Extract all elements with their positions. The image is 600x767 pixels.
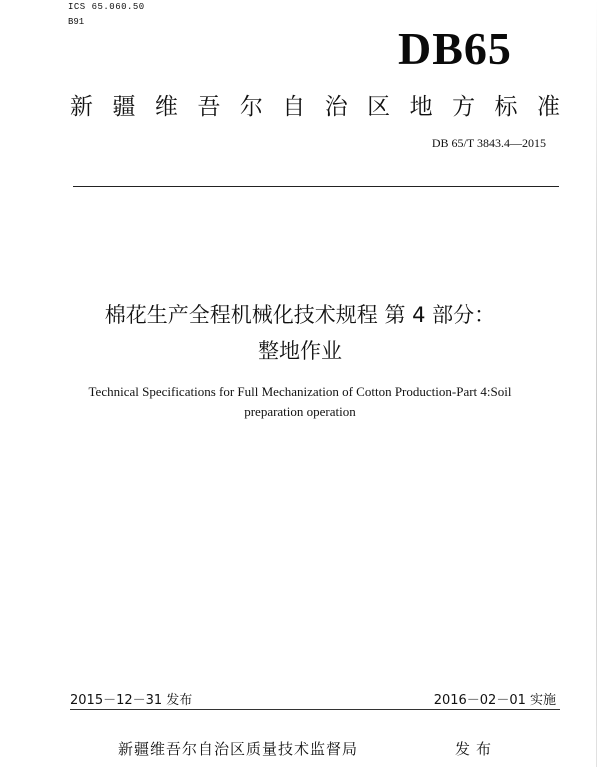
- title-char: 区: [367, 94, 391, 120]
- standard-number: DB 65/T 3843.4—2015: [431, 136, 546, 150]
- title-char: 吾: [197, 94, 221, 120]
- ics-code: ICS 65.060.50: [68, 2, 145, 12]
- issue-date: 2015－12－31 发布: [70, 693, 193, 708]
- title-char: 尔: [239, 94, 263, 120]
- standard-code-logo: DB65: [398, 23, 512, 74]
- title-char: 准: [536, 94, 560, 120]
- title-char: 方: [452, 94, 476, 120]
- issued-label: 发布: [455, 740, 498, 758]
- english-title-line-2: preparation operation: [244, 404, 356, 419]
- english-title-line-1: Technical Specifications for Full Mechanization of Cotton Production-Part 4:Soil: [88, 384, 512, 399]
- header-divider: [73, 186, 559, 187]
- title-char: 地: [409, 94, 433, 120]
- scan-edge-line: [596, 0, 597, 767]
- chinese-title-line-2: 整地作业: [258, 339, 342, 363]
- title-char: 疆: [112, 94, 136, 120]
- issuing-authority: 新疆维吾尔自治区质量技术监督局: [118, 740, 359, 758]
- title-char: 维: [154, 94, 178, 120]
- standard-category-title: [70, 88, 560, 121]
- chinese-title-line-1: 棉花生产全程机械化技术规程 第 4 部分：: [104, 303, 496, 327]
- title-char: 治: [324, 94, 348, 120]
- ccs-code: B91: [68, 17, 85, 27]
- implementation-date: 2016－02－01 实施: [433, 693, 556, 708]
- title-char: 标: [494, 94, 518, 120]
- title-char: 新: [70, 94, 93, 120]
- title-char: 自: [282, 94, 306, 120]
- footer-divider: [70, 709, 560, 710]
